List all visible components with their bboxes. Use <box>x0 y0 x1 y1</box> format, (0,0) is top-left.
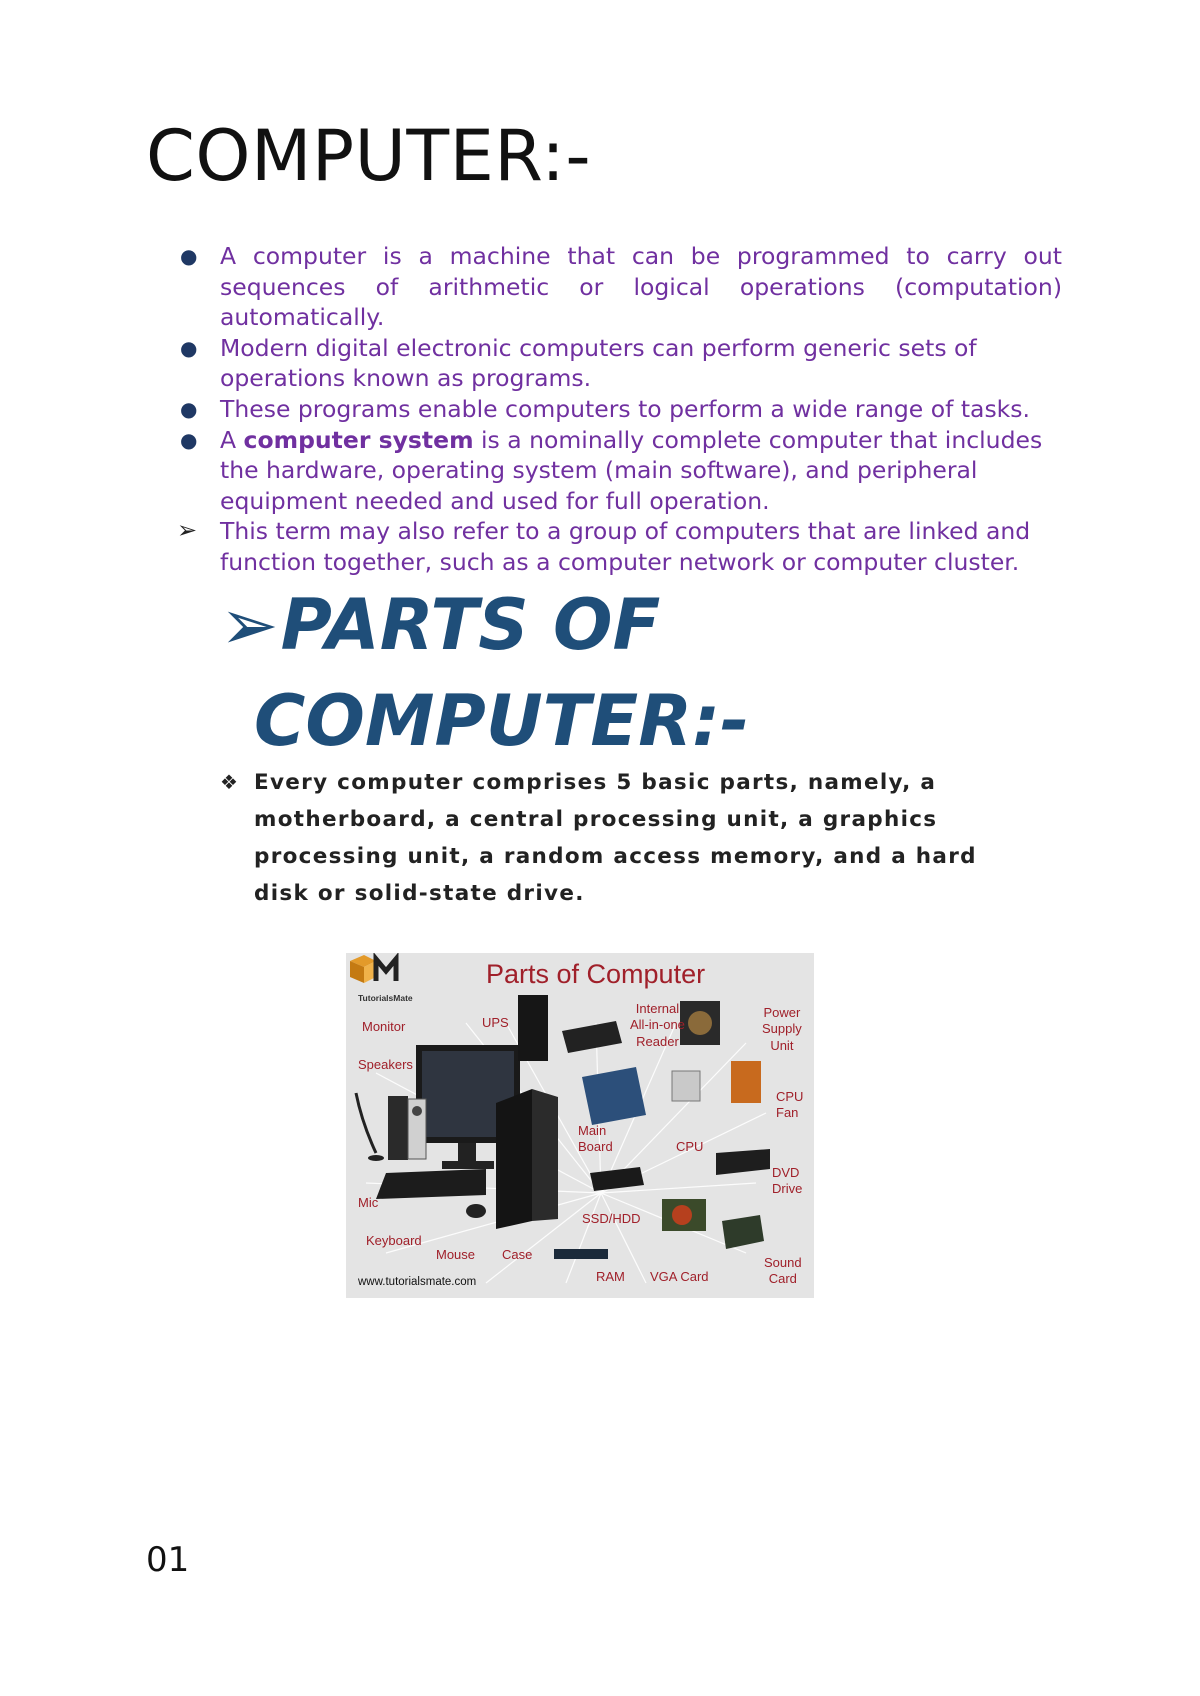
parts-of-computer-figure <box>346 953 814 1298</box>
list-item <box>180 425 1062 517</box>
label-speakers: Speakers <box>358 1057 413 1072</box>
bullet-list <box>177 241 1062 578</box>
label-mic: Mic <box>358 1195 379 1210</box>
bullet-prefix: A <box>220 425 244 454</box>
bold-term: computer system <box>243 425 474 454</box>
label-cpu-fan: CPU Fan <box>776 1089 804 1121</box>
label-mouse: Mouse <box>436 1247 476 1262</box>
label-dvd-drive: DVD Drive <box>772 1165 803 1197</box>
bullet-dot-icon: ● <box>180 244 198 268</box>
parts-paragraph <box>220 764 1040 912</box>
bullet-text: This term may also refer to a group of computers that are linked and function together, such as a computer network or computer cluster. <box>220 517 1031 576</box>
label-cpu: CPU <box>676 1139 704 1154</box>
parts-paragraph-text: Every computer comprises 5 basic parts, namely, a motherboard, a central processing unit, a graphics processing unit, a random access memory, and a hard disk or solid-state drive. <box>254 770 977 906</box>
label-ram: RAM <box>596 1269 625 1284</box>
label-ssd-hdd: SSD/HDD <box>582 1211 641 1226</box>
label-case: Case <box>502 1247 533 1262</box>
bullet-dot-icon: ● <box>180 335 198 360</box>
figure-url: www.tutorialsmate.com <box>358 1276 477 1288</box>
label-psu: Power Supply Unit <box>762 1005 802 1053</box>
bullet-text: A computer is a machine that can be programmed to carry out sequences of arithmetic or logical operations (computation) automatically. <box>220 242 1062 332</box>
label-sound-card: Sound Card <box>764 1255 802 1287</box>
page-number: 01 <box>146 1540 190 1580</box>
list-item <box>177 516 1062 577</box>
section-heading <box>220 577 920 769</box>
list-item <box>180 333 1062 394</box>
arrow-bullet-icon: ➢ <box>177 516 198 545</box>
label-vga-card: VGA Card <box>650 1269 709 1284</box>
brand-name: TutorialsMate <box>358 993 413 1003</box>
label-reader: Internal All-in-one Reader <box>630 1001 685 1049</box>
bullet-text: These programs enable computers to perform a wide range of tasks. <box>220 394 1031 423</box>
figure-title: Parts of Computer <box>486 959 706 989</box>
label-keyboard: Keyboard <box>366 1233 422 1248</box>
label-ups: UPS <box>482 1015 509 1030</box>
bullet-dot-icon: ● <box>180 396 198 421</box>
bullet-text: Modern digital electronic computers can perform generic sets of operations known as programs. <box>220 333 977 393</box>
diamond-bullet-icon: ❖ <box>220 770 238 794</box>
list-item <box>180 394 1062 425</box>
bullet-dot-icon: ● <box>180 427 198 452</box>
list-item <box>180 241 1062 333</box>
label-main-board: Main Board <box>578 1123 613 1155</box>
bullet-suffix: is a nominally complete computer that includes the hardware, operating system (main software), and peripheral equipment needed and used for full operation. <box>220 425 1043 515</box>
arrow-bullet-icon: ➢ <box>220 584 279 666</box>
heading-line-2: COMPUTER:- <box>254 680 750 762</box>
heading-line-1: PARTS OF <box>280 584 661 666</box>
label-monitor: Monitor <box>362 1019 406 1034</box>
page-title: COMPUTER:- <box>146 114 592 197</box>
